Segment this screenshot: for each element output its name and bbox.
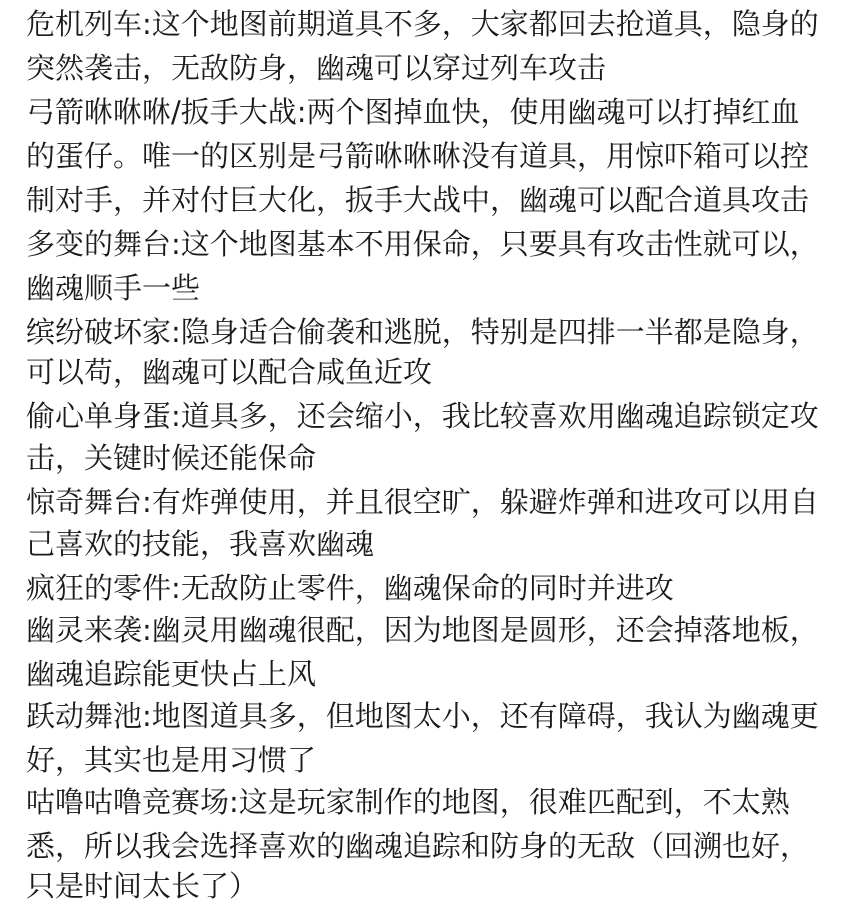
text-line: 击，关键时候还能保命 (26, 441, 317, 475)
text-line: 多变的舞台:这个地图基本不用保命，只要具有攻击性就可以， (26, 227, 819, 261)
text-line: 幽魂顺手一些 (26, 271, 201, 305)
text-line: 惊奇舞台:有炸弹使用，并且很空旷，躲避炸弹和进攻可以用自 (26, 485, 819, 519)
text-line: 弓箭咻咻咻/扳手大战:两个图掉血快，使用幽魂可以打掉红血 (26, 95, 800, 129)
text-line: 危机列车:这个地图前期道具不多，大家都回去抢道具，隐身的 (26, 7, 819, 41)
text-line: 己喜欢的技能，我喜欢幽魂 (26, 527, 375, 561)
text-line: 好，其实也是用习惯了 (26, 743, 317, 777)
text-line: 的蛋仔。唯一的区别是弓箭咻咻咻没有道具，用惊吓箱可以控 (26, 139, 810, 173)
text-line: 幽灵来袭:幽灵用幽魂很配，因为地图是圆形，还会掉落地板， (26, 613, 819, 647)
text-line: 悉，所以我会选择喜欢的幽魂追踪和防身的无敌（回溯也好， (26, 829, 810, 863)
text-line: 制对手，并对付巨大化，扳手大战中，幽魂可以配合道具攻击 (26, 183, 810, 217)
text-line: 偷心单身蛋:道具多，还会缩小，我比较喜欢用幽魂追踪锁定攻 (26, 399, 819, 433)
text-line: 跃动舞池:地图道具多，但地图太小，还有障碍，我认为幽魂更 (26, 699, 819, 733)
text-line: 幽魂追踪能更快占上风 (26, 657, 317, 691)
text-line: 突然袭击，无敌防身，幽魂可以穿过列车攻击 (26, 51, 607, 85)
text-line: 缤纷破坏家:隐身适合偷袭和逃脱，特别是四排一半都是隐身， (26, 315, 819, 349)
text-line: 疯狂的零件:无敌防止零件，幽魂保命的同时并进攻 (26, 571, 674, 605)
text-line: 只是时间太长了） (26, 869, 259, 903)
text-line: 咕噜咕噜竞赛场:这是玩家制作的地图，很难匹配到，不太熟 (26, 785, 790, 819)
text-line: 可以苟，幽魂可以配合咸鱼近攻 (26, 355, 433, 389)
